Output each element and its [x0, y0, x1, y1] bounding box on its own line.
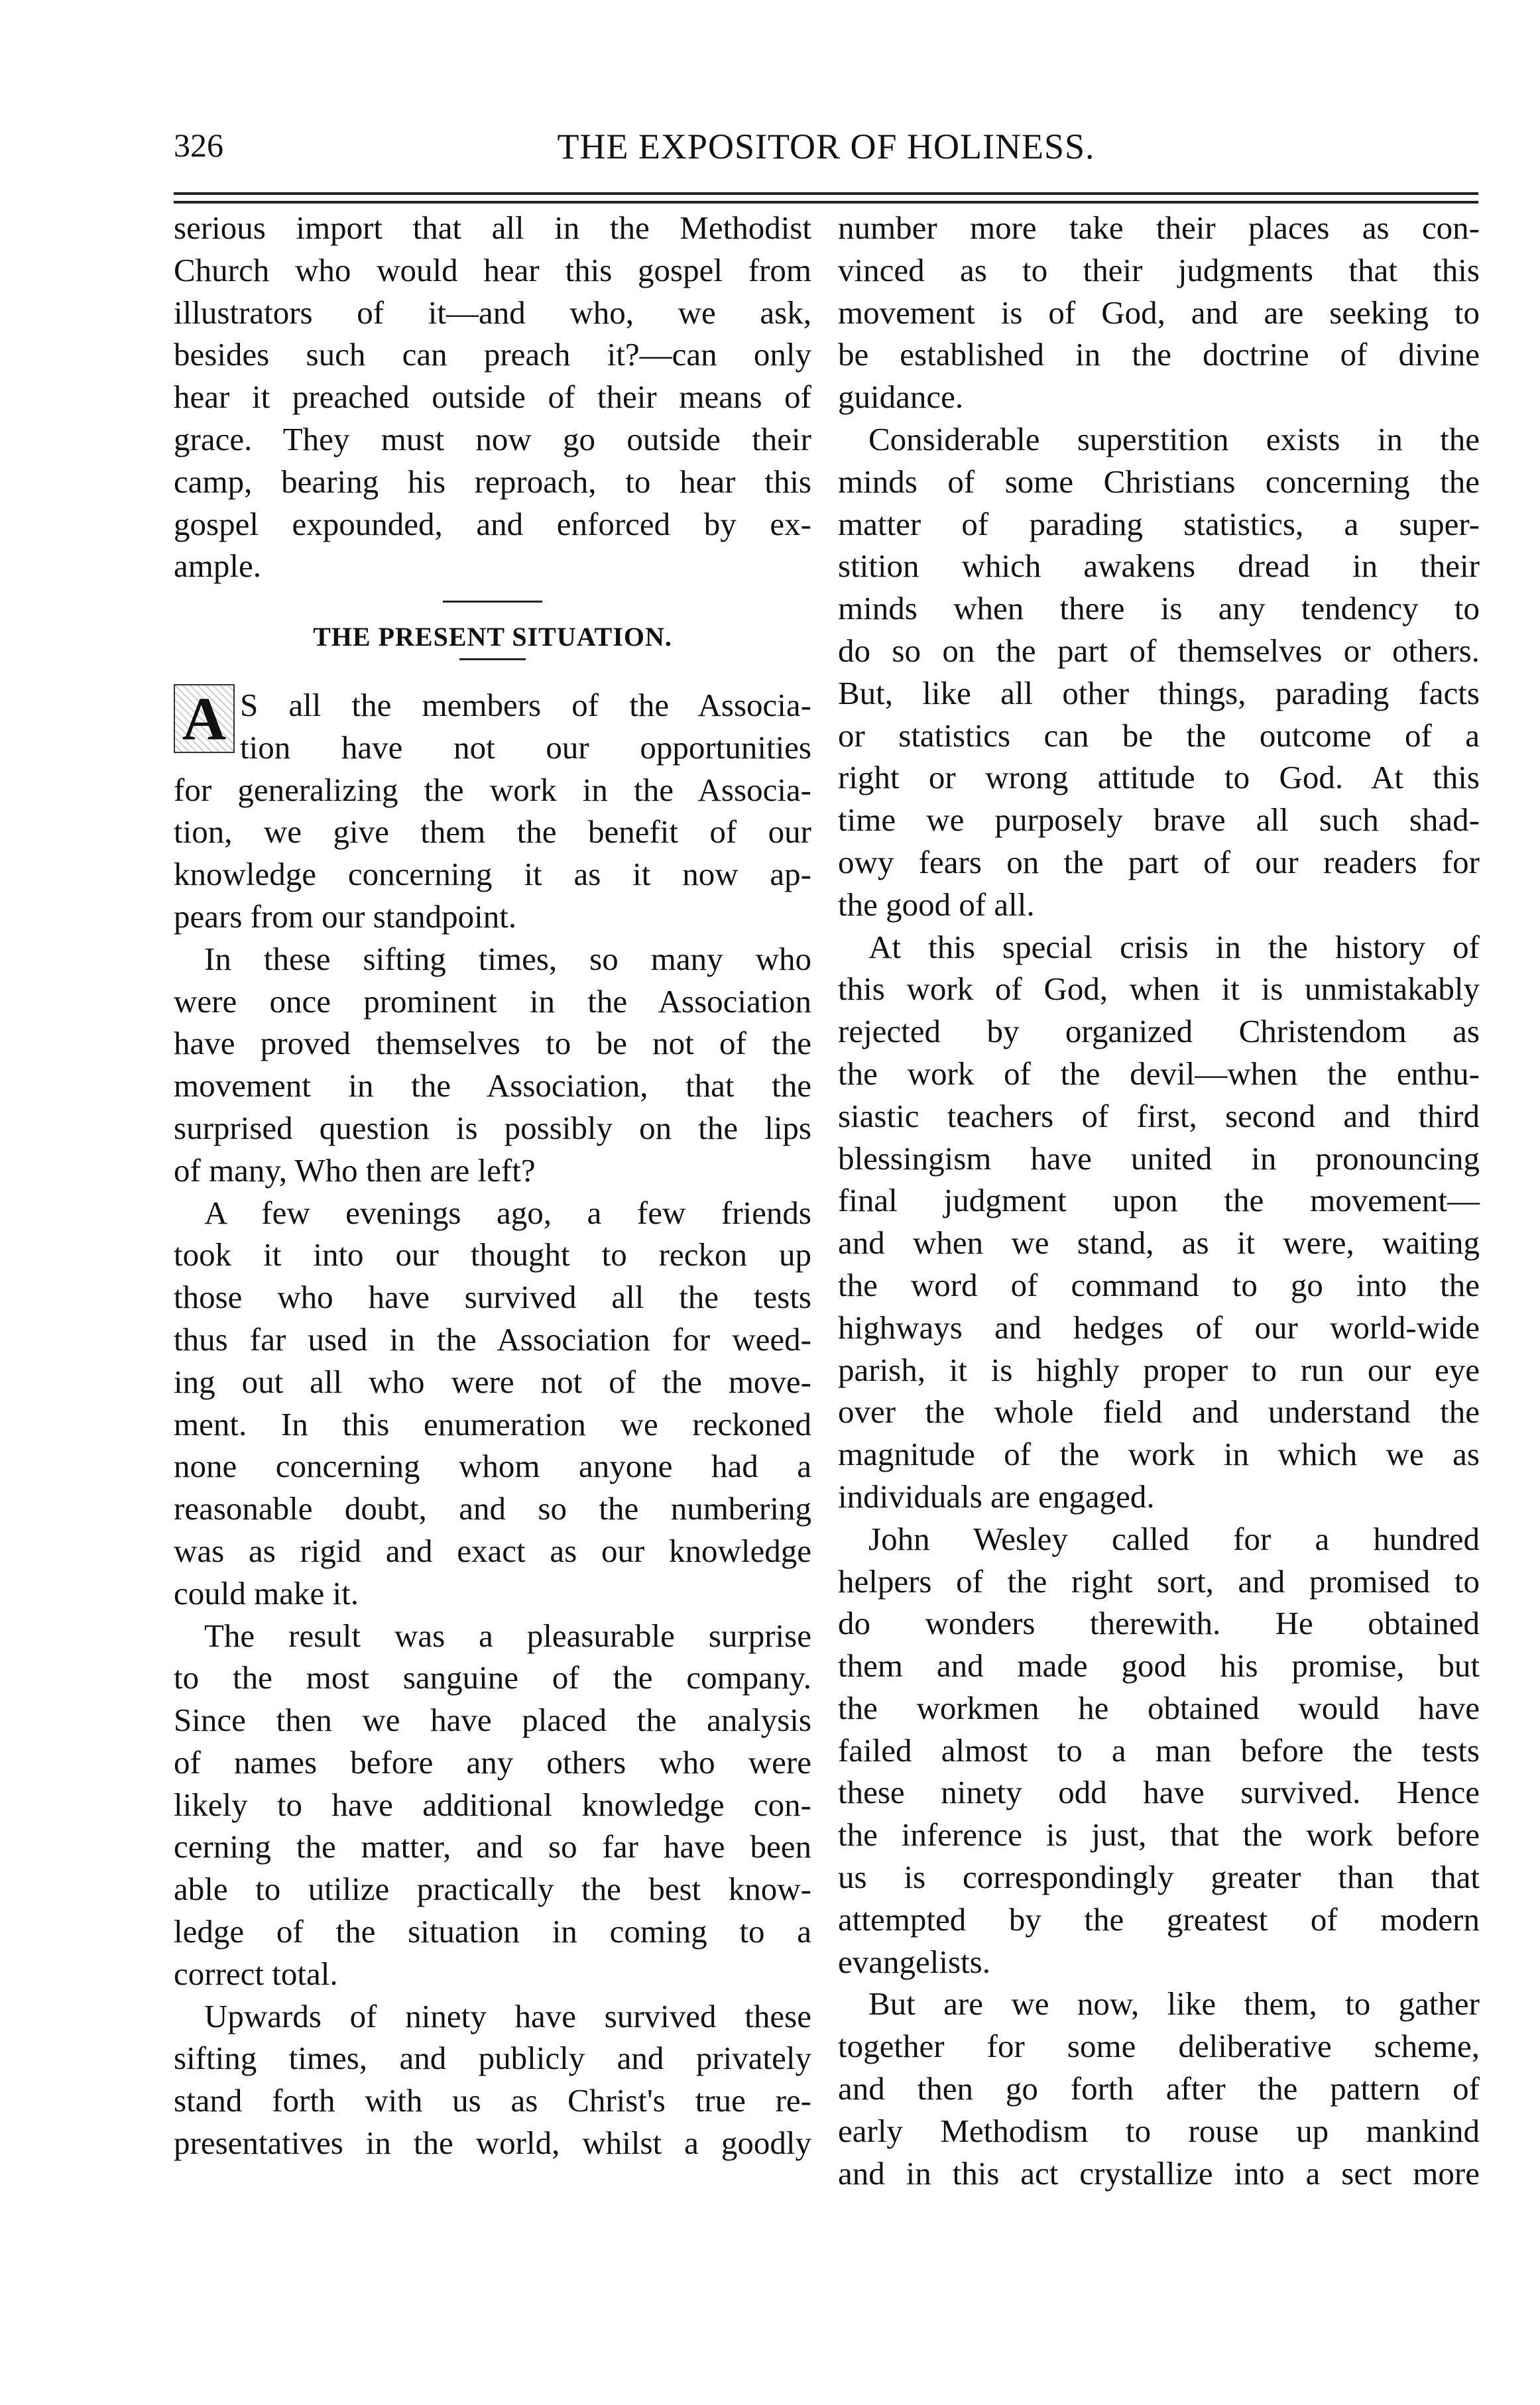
text-line: S all the members of the Associa- [240, 686, 811, 723]
text-line: But, like all other things, parading facts [838, 674, 1480, 711]
text-line: do wonders therewith. He obtained [838, 1605, 1480, 1642]
header-rule-bottom [174, 201, 1478, 204]
running-header [174, 126, 1478, 172]
text-line: time we purposely brave all such shad- [838, 801, 1480, 839]
text-line: surprised question is possibly on the lips [174, 1109, 811, 1146]
text-line: parish, it is highly proper to run our eye [838, 1351, 1480, 1388]
section-heading: THE PRESENT SITUATION. [313, 622, 672, 652]
text-line: right or wrong attitude to God. At this [838, 759, 1480, 796]
text-line: stition which awakens dread in their [838, 548, 1480, 585]
text-line: this work of God, when it is unmistakably [838, 970, 1480, 1008]
text-line: could make it. [174, 1574, 359, 1612]
text-line: But are we now, like them, to gather [868, 1985, 1480, 2023]
text-line: be established in the doctrine of divine [838, 336, 1480, 373]
text-line: Upwards of ninety have survived these [204, 1997, 811, 2034]
header-rule-top [174, 192, 1478, 195]
text-line: grace. They must now go outside their [174, 420, 811, 457]
text-line: and when we stand, as it were, waiting [838, 1224, 1480, 1261]
text-line: of many, Who then are left? [174, 1151, 536, 1189]
text-line: blessingism have united in pronouncing [838, 1140, 1480, 1177]
text-line: serious import that all in the Methodist [174, 209, 811, 246]
text-line: Considerable superstition exists in the [868, 420, 1480, 457]
text-line: over the whole field and understand the [838, 1393, 1480, 1431]
text-line: able to utilize practically the best know- [174, 1871, 811, 1908]
text-line: highways and hedges of our world-wide [838, 1309, 1480, 1346]
text-line: together for some deliberative scheme, [838, 2028, 1480, 2065]
text-line: magnitude of the work in which we as [838, 1436, 1480, 1473]
text-line: failed almost to a man before the tests [838, 1731, 1480, 1769]
text-line: final judgment upon the movement— [838, 1182, 1480, 1219]
text-line: minds when there is any tendency to [838, 590, 1480, 627]
text-line: them and made good his promise, but [838, 1647, 1480, 1684]
text-line: stand forth with us as Christ's true re- [174, 2082, 811, 2119]
article-body [174, 684, 811, 2164]
text-line: reasonable doubt, and so the numbering [174, 1490, 811, 1527]
text-line: thus far used in the Association for weed- [174, 1320, 811, 1358]
right-column [838, 207, 1480, 2194]
text-line: pears from our standpoint. [174, 898, 517, 935]
left-column [174, 207, 811, 2164]
text-line: ample. [174, 548, 261, 585]
text-line: movement is of God, and are seeking to [838, 294, 1480, 331]
text-line: attempted by the greatest of modern [838, 1901, 1480, 1938]
text-line: tion, we give them the benefit of our [174, 813, 811, 851]
text-line: helpers of the right sort, and promised to [838, 1562, 1480, 1600]
article-body-continued [838, 207, 1480, 2194]
text-line: In these sifting times, so many who [204, 940, 811, 977]
text-line: the good of all. [838, 886, 1035, 923]
text-line: the workmen he obtained would have [838, 1689, 1480, 1726]
text-line: siastic teachers of first, second and third [838, 1097, 1480, 1134]
text-line: of names before any others who were [174, 1743, 811, 1781]
text-line: number more take their places as con- [838, 209, 1480, 246]
text-line: matter of parading statistics, a super- [838, 505, 1480, 542]
text-line: At this special crisis in the history of [868, 928, 1480, 965]
text-line: ing out all who were not of the move- [174, 1363, 811, 1400]
text-line: vinced as to their judgments that this [838, 251, 1480, 288]
text-line: ledge of the situation in coming to a [174, 1913, 811, 1950]
text-line: was as rigid and exact as our knowledge [174, 1532, 811, 1569]
text-line: likely to have additional knowledge con- [174, 1786, 811, 1823]
text-line: individuals are engaged. [838, 1478, 1155, 1515]
text-line: Since then we have placed the analysis [174, 1702, 811, 1739]
text-line: gospel expounded, and enforced by ex- [174, 505, 811, 542]
text-line: The result was a pleasurable surprise [204, 1617, 811, 1654]
text-line: presentatives in the world, whilst a goodly [174, 2125, 811, 2162]
page-number: 326 [174, 127, 223, 164]
text-line: early Methodism to rouse up mankind [838, 2112, 1480, 2149]
text-line: the work of the devil—when the enthu- [838, 1055, 1480, 1092]
text-line: us is correspondingly greater than that [838, 1859, 1480, 1896]
text-line: sifting times, and publicly and privately [174, 2040, 811, 2077]
text-line: A few evenings ago, a few friends [204, 1194, 811, 1231]
text-line: took it into our thought to reckon up [174, 1236, 811, 1273]
text-line: cerning the matter, and so far have been [174, 1828, 811, 1865]
text-line: or statistics can be the outcome of a [838, 717, 1480, 754]
text-line: guidance. [838, 379, 964, 416]
text-line: illustrators of it—and who, we ask, [174, 294, 811, 331]
text-line: John Wesley called for a hundred [868, 1520, 1480, 1557]
text-line: owy fears on the part of our readers for [838, 843, 1480, 880]
text-line: to the most sanguine of the company. [174, 1659, 811, 1696]
text-line: those who have survived all the tests [174, 1279, 811, 1316]
text-line: have proved themselves to be not of the [174, 1025, 811, 1062]
text-line: ment. In this enumeration we reckoned [174, 1405, 811, 1442]
text-line: for generalizing the work in the Associa- [174, 771, 811, 808]
text-line: these ninety odd have survived. Hence [838, 1774, 1480, 1811]
text-line: and then go forth after the pattern of [838, 2070, 1480, 2107]
text-line: camp, bearing his reproach, to hear this [174, 463, 811, 500]
text-line: the inference is just, that the work before [838, 1816, 1480, 1853]
drop-cap: A [174, 684, 235, 753]
intro-paragraph [174, 207, 811, 587]
journal-title: THE EXPOSITOR OF HOLINESS. [557, 127, 1095, 166]
text-line: Church who would hear this gospel from [174, 251, 811, 288]
text-line: do so on the part of themselves or others. [838, 632, 1480, 669]
text-line: rejected by organized Christendom as [838, 1013, 1480, 1050]
text-line: tion have not our opportunities [240, 729, 811, 766]
text-line: the word of command to go into the [838, 1266, 1480, 1303]
text-line: none concerning whom anyone had a [174, 1448, 811, 1485]
text-line: and in this act crystallize into a sect more [838, 2154, 1480, 2192]
text-line: were once prominent in the Association [174, 982, 811, 1020]
text-line: movement in the Association, that the [174, 1067, 811, 1104]
text-line: besides such can preach it?—can only [174, 336, 811, 373]
text-line: correct total. [174, 1955, 338, 1992]
text-line: hear it preached outside of their means of [174, 379, 811, 416]
text-line: knowledge concerning it as it now ap- [174, 856, 811, 893]
text-line: minds of some Christians concerning the [838, 463, 1480, 500]
text-line: evangelists. [838, 1943, 990, 1980]
